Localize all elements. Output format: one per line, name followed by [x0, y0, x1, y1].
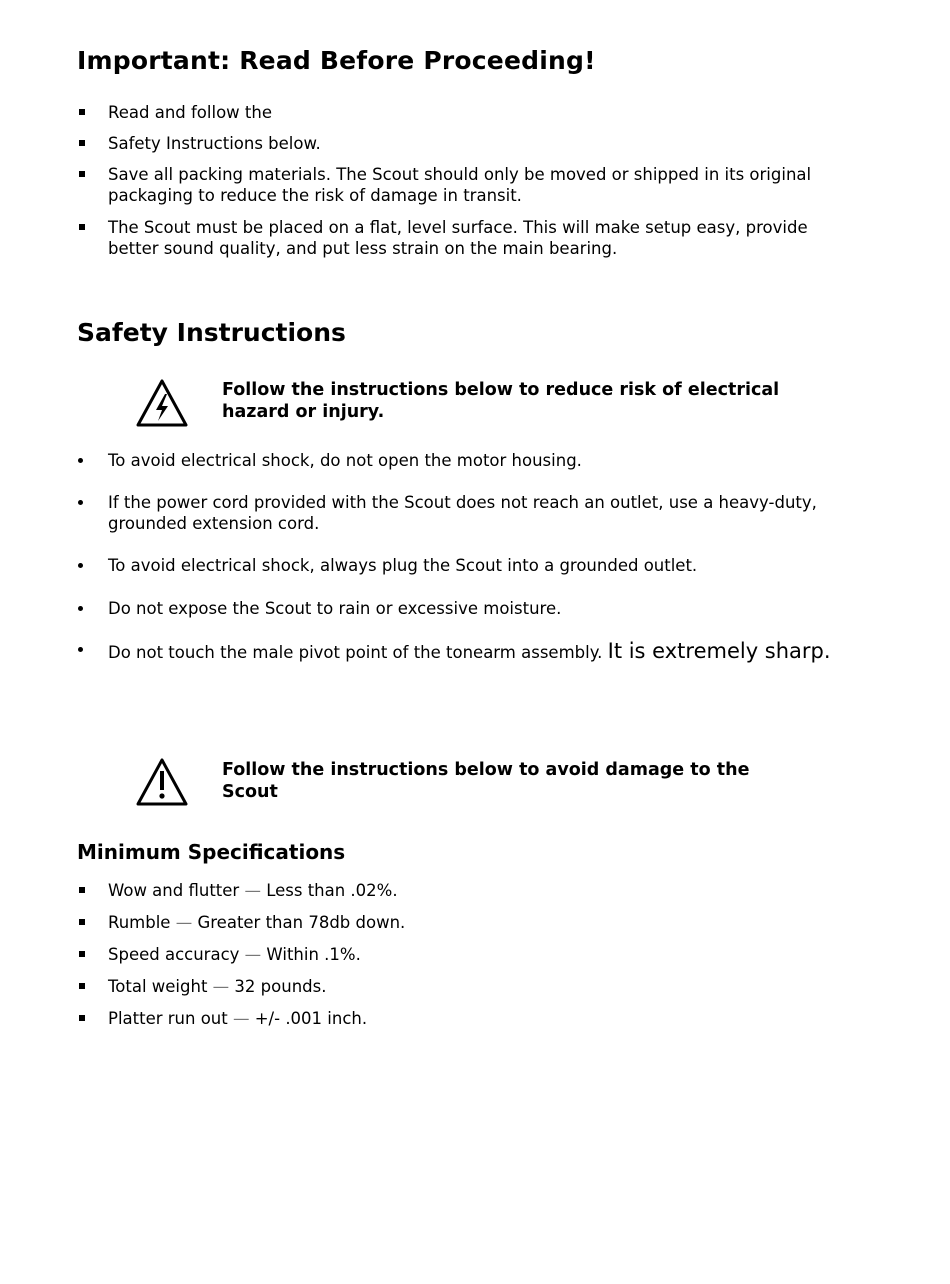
spec-separator: —	[175, 913, 193, 932]
specs-heading: Minimum Specifications	[77, 840, 346, 864]
list-item	[77, 639, 837, 665]
safety-heading: Safety Instructions	[77, 318, 346, 347]
damage-warning	[135, 757, 835, 813]
spec-item	[77, 944, 837, 965]
list-item: Read and follow the	[77, 102, 837, 123]
electrical-hazard-icon	[135, 378, 189, 428]
spec-value: +/- .001 inch.	[254, 1009, 368, 1028]
spec-value: Less than .02%.	[266, 881, 398, 900]
specs-list	[77, 880, 837, 1029]
important-list	[77, 102, 837, 259]
electrical-warning	[135, 378, 835, 434]
spec-label: Wow and flutter	[108, 881, 240, 900]
important-heading: Important: Read Before Proceeding!	[77, 46, 596, 75]
list-item: Save all packing materials. The Scout should only be moved or shipped in its original packaging to reduce the risk of damage in transit.	[77, 164, 837, 206]
safety-list	[77, 450, 837, 665]
list-item: To avoid electrical shock, always plug the Scout into a grounded outlet.	[77, 555, 837, 576]
spec-label: Rumble	[108, 913, 171, 932]
spec-value: Greater than 78db down.	[197, 913, 406, 932]
spec-label: Speed accuracy	[108, 945, 240, 964]
spec-item	[77, 912, 837, 933]
tonearm-warning-text: Do not touch the male pivot point of the tonearm assembly.	[108, 643, 603, 662]
spec-separator: —	[232, 1009, 250, 1028]
spec-item	[77, 976, 837, 997]
spec-separator: —	[244, 881, 261, 900]
caution-icon	[135, 757, 189, 807]
electrical-warning-text: Follow the instructions below to reduce risk of electrical hazard or injury.	[222, 380, 780, 422]
tonearm-emphasis-text: It is extremely sharp.	[607, 639, 831, 663]
spec-label: Total weight	[108, 977, 208, 996]
spec-label: Platter run out	[108, 1009, 228, 1028]
list-item: Do not expose the Scout to rain or excessive moisture.	[77, 598, 837, 619]
spec-value: Within .1%.	[266, 945, 361, 964]
list-item: To avoid electrical shock, do not open the motor housing.	[77, 450, 837, 471]
damage-warning-text: Follow the instructions below to avoid damage to the Scout	[222, 760, 750, 802]
spec-item	[77, 880, 837, 901]
list-item: If the power cord provided with the Scout does not reach an outlet, use a heavy-duty, grounded extension cord.	[77, 492, 838, 534]
spec-value: 32 pounds.	[234, 977, 327, 996]
spec-separator: —	[212, 977, 230, 996]
list-item: The Scout must be placed on a flat, level surface. This will make setup easy, provide better sound quality, and put less strain on the main bearing.	[77, 217, 837, 259]
spec-separator: —	[244, 945, 262, 964]
list-item: Safety Instructions below.	[77, 133, 837, 154]
spec-item	[77, 1008, 837, 1029]
